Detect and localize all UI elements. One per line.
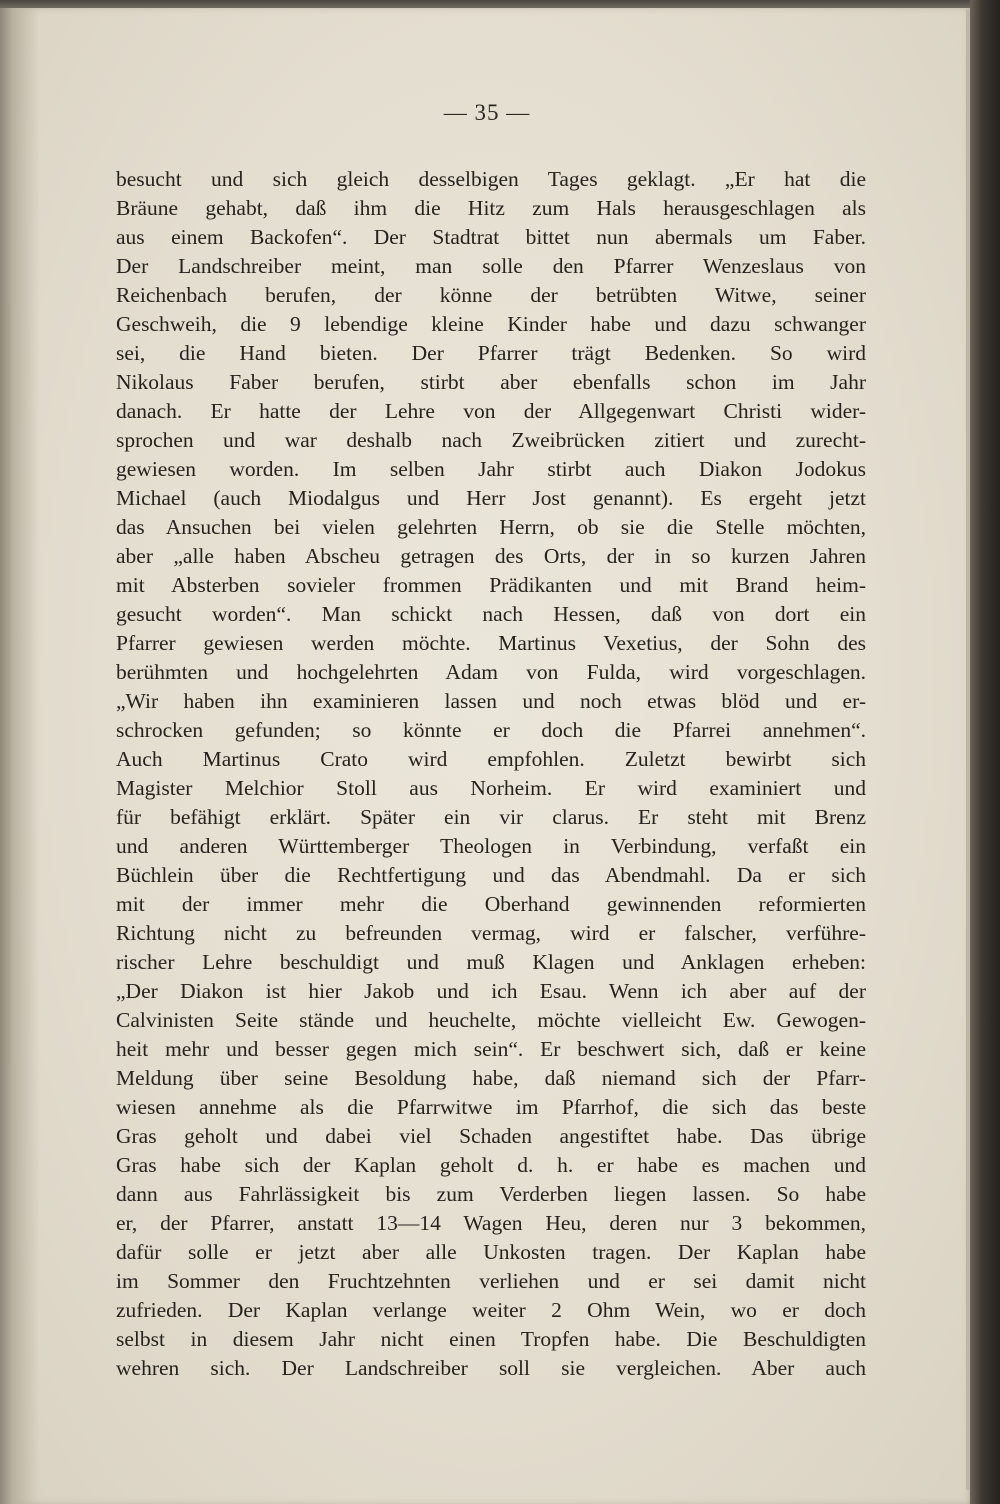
text-line: mit der immer mehr die Oberhand gewinnenden reformierten [116,892,866,916]
text-line: „Der Diakon ist hier Jakob und ich Esau. Wenn ich aber auf der [116,979,866,1003]
text-line: sprochen und war deshalb nach Zweibrücken zitiert und zurecht- [116,428,866,452]
text-line: im Sommer den Fruchtzehnten verliehen und er sei damit nicht [116,1269,866,1293]
text-line: Magister Melchior Stoll aus Norheim. Er wird examiniert und [116,776,866,800]
page-number: — 35 — [443,100,531,125]
text-line: „Wir haben ihn examinieren lassen und noch etwas blöd und er- [116,689,866,713]
text-line: danach. Er hatte der Lehre von der Allgegenwart Christi wider- [116,399,866,423]
text-line: aus einem Backofen“. Der Stadtrat bittet nun abermals um Faber. [116,225,866,249]
text-line: Michael (auch Miodalgus und Herr Jost genannt). Es ergeht jetzt [116,486,866,510]
text-line: besucht und sich gleich desselbigen Tages geklagt. „Er hat die [116,167,866,191]
text-line: wiesen annehme als die Pfarrwitwe im Pfarrhof, die sich das beste [116,1095,866,1119]
text-line: wehren sich. Der Landschreiber soll sie vergleichen. Aber auch [116,1356,866,1380]
text-line: Nikolaus Faber berufen, stirbt aber ebenfalls schon im Jahr [116,370,866,394]
text-line: aber „alle haben Abscheu getragen des Orts, der in so kurzen Jahren [116,544,866,568]
text-line: Gras geholt und dabei viel Schaden angestiftet habe. Das übrige [116,1124,866,1148]
text-line: das Ansuchen bei vielen gelehrten Herrn, ob sie die Stelle möchten, [116,515,866,539]
text-line: Büchlein über die Rechtfertigung und das Abendmahl. Da er sich [116,863,866,887]
text-line: sei, die Hand bieten. Der Pfarrer trägt Bedenken. So wird [116,341,866,365]
body-text [116,165,866,1383]
text-line: Gras habe sich der Kaplan geholt d. h. er habe es machen und [116,1153,866,1177]
text-line: dann aus Fahrlässigkeit bis zum Verderben liegen lassen. So habe [116,1182,866,1206]
text-line: zufrieden. Der Kaplan verlange weiter 2 Ohm Wein, wo er doch [116,1298,866,1322]
text-line: für befähigt erklärt. Später ein vir clarus. Er steht mit Brenz [116,805,866,829]
text-line: gewiesen worden. Im selben Jahr stirbt auch Diakon Jodokus [116,457,866,481]
text-line: selbst in diesem Jahr nicht einen Tropfen habe. Die Beschuldigten [116,1327,866,1351]
text-line: Reichenbach berufen, der könne der betrübten Witwe, seiner [116,283,866,307]
text-line: berühmten und hochgelehrten Adam von Fulda, wird vorgeschlagen. [116,660,866,684]
text-line: rischer Lehre beschuldigt und muß Klagen und Anklagen erheben: [116,950,866,974]
text-line: Richtung nicht zu befreunden vermag, wird er falscher, verführe- [116,921,866,945]
text-line: Pfarrer gewiesen werden möchte. Martinus Vexetius, der Sohn des [116,631,866,655]
text-line: Calvinisten Seite stände und heuchelte, möchte vielleicht Ew. Gewogen- [116,1008,866,1032]
text-line: gesucht worden“. Man schickt nach Hessen, daß von dort ein [116,602,866,626]
book-page [0,8,974,1504]
text-line: er, der Pfarrer, anstatt 13—14 Wagen Heu, deren nur 3 bekommen, [116,1211,866,1235]
binding-gutter [0,8,40,1504]
text-line: dafür solle er jetzt aber alle Unkosten tragen. Der Kaplan habe [116,1240,866,1264]
text-line: Der Landschreiber meint, man solle den Pfarrer Wenzeslaus von [116,254,866,278]
text-line: schrocken gefunden; so könnte er doch die Pfarrei annehmen“. [116,718,866,742]
text-line: heit mehr und besser gegen mich sein“. Er beschwert sich, daß er keine [116,1037,866,1061]
text-line: Bräune gehabt, daß ihm die Hitz zum Hals herausgeschlagen als [116,196,866,220]
text-line: Geschweih, die 9 lebendige kleine Kinder habe und dazu schwanger [116,312,866,336]
book-cover-edge [970,0,1000,1504]
text-line: Meldung über seine Besoldung habe, daß niemand sich der Pfarr- [116,1066,866,1090]
text-line: mit Absterben sovieler frommen Prädikanten und mit Brand heim- [116,573,866,597]
text-line: und anderen Württemberger Theologen in Verbindung, verfaßt ein [116,834,866,858]
text-line: Auch Martinus Crato wird empfohlen. Zuletzt bewirbt sich [116,747,866,771]
